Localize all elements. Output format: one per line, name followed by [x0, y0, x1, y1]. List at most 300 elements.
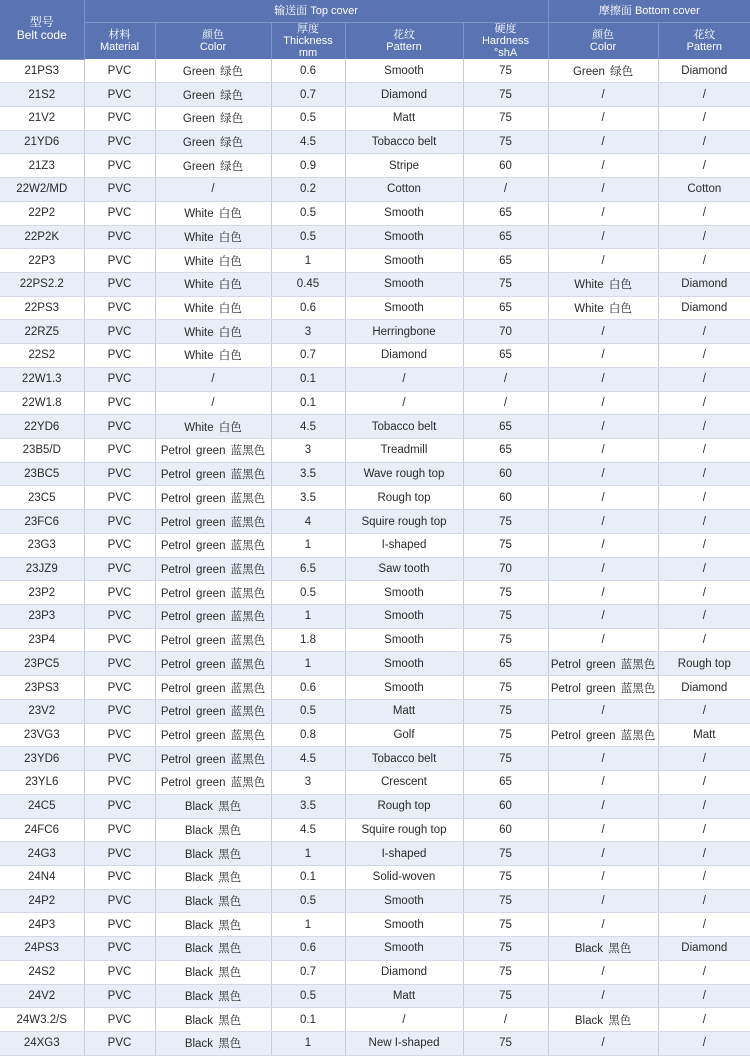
- hardness-cell: 75: [463, 723, 548, 747]
- bottom-pattern-cell: /: [658, 415, 750, 439]
- bottom-color-cell: /: [548, 794, 658, 818]
- belt-code-cell: 22PS2.2: [0, 272, 84, 296]
- color-cell: /: [155, 178, 271, 202]
- table-row: [0, 130, 750, 154]
- bottom-color-cell: /: [548, 154, 658, 178]
- belt-code-cell: 24P3: [0, 913, 84, 937]
- thickness-cell: 0.1: [271, 865, 345, 889]
- thickness-cell: 0.1: [271, 1008, 345, 1032]
- material-cell: PVC: [84, 960, 155, 984]
- belt-code-cell: 23P3: [0, 605, 84, 629]
- belt-code-cell: 22S2: [0, 344, 84, 368]
- thickness-cell: 1.8: [271, 628, 345, 652]
- thickness-cell: 0.1: [271, 367, 345, 391]
- thickness-cell: 4.5: [271, 818, 345, 842]
- bottom-color-cell: /: [548, 201, 658, 225]
- pattern-cell: Matt: [345, 106, 463, 130]
- hardness-cell: 75: [463, 699, 548, 723]
- belt-code-cell: 21YD6: [0, 130, 84, 154]
- thickness-cell: 3.5: [271, 462, 345, 486]
- thickness-cell: 1: [271, 249, 345, 273]
- belt-code-cell: 21V2: [0, 106, 84, 130]
- material-cell: PVC: [84, 391, 155, 415]
- table-row: [0, 771, 750, 795]
- table-row: [0, 723, 750, 747]
- belt-code-cell: 24G3: [0, 842, 84, 866]
- bottom-pattern-cell: /: [658, 486, 750, 510]
- material-cell: PVC: [84, 272, 155, 296]
- pattern-cell: Tobacco belt: [345, 130, 463, 154]
- pattern-cell: Wave rough top: [345, 462, 463, 486]
- bottom-pattern-cell: /: [658, 201, 750, 225]
- hardness-header-cn: 硬度: [494, 23, 517, 35]
- hardness-cell: 75: [463, 842, 548, 866]
- thickness-cell: 1: [271, 605, 345, 629]
- bottom-pattern-cell: /: [658, 533, 750, 557]
- color-cell: Petrol green 蓝黑色: [155, 462, 271, 486]
- color-cell: Petrol green 蓝黑色: [155, 510, 271, 534]
- table-row: [0, 937, 750, 961]
- table-row: [0, 486, 750, 510]
- pattern-cell: Saw tooth: [345, 557, 463, 581]
- pattern-cell: Smooth: [345, 296, 463, 320]
- pattern-cell: Matt: [345, 984, 463, 1008]
- hardness-cell: 60: [463, 486, 548, 510]
- color-cell: White 白色: [155, 415, 271, 439]
- bottom-color-cell: /: [548, 984, 658, 1008]
- bottom-pattern-cell: /: [658, 225, 750, 249]
- bottom-color-cell: /: [548, 367, 658, 391]
- belt-code-cell: 21Z3: [0, 154, 84, 178]
- table-row: [0, 581, 750, 605]
- table-row: [0, 889, 750, 913]
- hardness-cell: 65: [463, 296, 548, 320]
- thickness-cell: 0.7: [271, 83, 345, 107]
- pattern-header: [345, 23, 463, 60]
- bottom-pattern-cell: /: [658, 344, 750, 368]
- table-row: [0, 106, 750, 130]
- bottom-pattern-cell: Matt: [658, 723, 750, 747]
- bottom-pattern-cell: /: [658, 699, 750, 723]
- bottom-pattern-cell: /: [658, 439, 750, 463]
- table-row: [0, 628, 750, 652]
- material-cell: PVC: [84, 605, 155, 629]
- bottom-color-cell: /: [548, 747, 658, 771]
- bottom-pattern-cell: /: [658, 1031, 750, 1055]
- hardness-cell: 60: [463, 818, 548, 842]
- bottom-pattern-cell: /: [658, 391, 750, 415]
- belt-code-header-cn: 型号: [29, 15, 54, 30]
- color-cell: Petrol green 蓝黑色: [155, 676, 271, 700]
- bottom-pattern-cell: Diamond: [658, 59, 750, 83]
- bottom-color-cell: White 白色: [548, 296, 658, 320]
- color-cell: Black 黑色: [155, 889, 271, 913]
- bottom-color-cell: /: [548, 628, 658, 652]
- material-cell: PVC: [84, 154, 155, 178]
- color-cell: Petrol green 蓝黑色: [155, 581, 271, 605]
- bottom-pattern-header: [658, 23, 750, 60]
- hardness-cell: 65: [463, 249, 548, 273]
- bottom-color-cell: Green 绿色: [548, 59, 658, 83]
- material-cell: PVC: [84, 225, 155, 249]
- hardness-cell: 65: [463, 415, 548, 439]
- thickness-cell: 0.9: [271, 154, 345, 178]
- belt-code-cell: 24PS3: [0, 937, 84, 961]
- belt-code-cell: 24S2: [0, 960, 84, 984]
- belt-code-cell: 23V2: [0, 699, 84, 723]
- table-row: [0, 272, 750, 296]
- pattern-cell: Smooth: [345, 225, 463, 249]
- material-cell: PVC: [84, 937, 155, 961]
- hardness-cell: 65: [463, 771, 548, 795]
- belt-code-cell: 22P2K: [0, 225, 84, 249]
- material-cell: PVC: [84, 296, 155, 320]
- bottom-color-cell: /: [548, 842, 658, 866]
- thickness-cell: 3.5: [271, 794, 345, 818]
- belt-code-cell: 23JZ9: [0, 557, 84, 581]
- belt-code-cell: 24V2: [0, 984, 84, 1008]
- table-row: [0, 842, 750, 866]
- bottom-color-cell: /: [548, 771, 658, 795]
- material-cell: PVC: [84, 130, 155, 154]
- material-cell: PVC: [84, 439, 155, 463]
- table-row: [0, 439, 750, 463]
- hardness-cell: 75: [463, 59, 548, 83]
- table-row: [0, 154, 750, 178]
- table-row: [0, 83, 750, 107]
- color-header: [155, 23, 271, 60]
- table-row: [0, 676, 750, 700]
- thickness-header-cn: 厚度: [297, 23, 319, 35]
- bottom-color-cell: /: [548, 533, 658, 557]
- bottom-color-cell: White 白色: [548, 272, 658, 296]
- belt-code-cell: 22RZ5: [0, 320, 84, 344]
- bottom-pattern-cell: /: [658, 747, 750, 771]
- belt-code-header: [0, 0, 84, 59]
- bottom-pattern-cell: /: [658, 794, 750, 818]
- belt-code-cell: 22YD6: [0, 415, 84, 439]
- bottom-color-cell: /: [548, 818, 658, 842]
- material-cell: PVC: [84, 652, 155, 676]
- hardness-cell: 70: [463, 557, 548, 581]
- bottom-color-cell: /: [548, 249, 658, 273]
- bottom-color-cell: Petrol green 蓝黑色: [548, 652, 658, 676]
- bottom-pattern-cell: Diamond: [658, 296, 750, 320]
- bottom-pattern-cell: /: [658, 510, 750, 534]
- belt-code-cell: 23G3: [0, 533, 84, 557]
- material-cell: PVC: [84, 628, 155, 652]
- belt-code-cell: 22PS3: [0, 296, 84, 320]
- material-cell: PVC: [84, 344, 155, 368]
- material-cell: PVC: [84, 367, 155, 391]
- material-cell: PVC: [84, 818, 155, 842]
- hardness-cell: 75: [463, 106, 548, 130]
- bottom-cover-header: 摩擦面 Bottom cover: [548, 0, 750, 23]
- material-cell: PVC: [84, 842, 155, 866]
- belt-code-header-en: Belt code: [16, 28, 67, 43]
- bottom-color-cell: /: [548, 225, 658, 249]
- thickness-cell: 0.5: [271, 699, 345, 723]
- belt-code-cell: 23PS3: [0, 676, 84, 700]
- color-cell: White 白色: [155, 249, 271, 273]
- material-cell: PVC: [84, 533, 155, 557]
- bottom-color-cell: /: [548, 106, 658, 130]
- material-cell: PVC: [84, 59, 155, 83]
- material-header-en: Material: [99, 41, 140, 53]
- material-cell: PVC: [84, 581, 155, 605]
- bottom-color-cell: /: [548, 510, 658, 534]
- thickness-cell: 0.5: [271, 106, 345, 130]
- pattern-cell: Tobacco belt: [345, 415, 463, 439]
- thickness-cell: 0.6: [271, 937, 345, 961]
- color-cell: White 白色: [155, 201, 271, 225]
- bottom-color-cell: /: [548, 581, 658, 605]
- hardness-cell: 60: [463, 462, 548, 486]
- material-cell: PVC: [84, 747, 155, 771]
- hardness-cell: 75: [463, 533, 548, 557]
- bottom-color-cell: /: [548, 415, 658, 439]
- hardness-cell: 65: [463, 439, 548, 463]
- table-row: [0, 1031, 750, 1055]
- table-row: [0, 59, 750, 83]
- material-header-cn: 材料: [108, 29, 131, 41]
- material-cell: PVC: [84, 415, 155, 439]
- thickness-cell: 0.2: [271, 178, 345, 202]
- color-cell: Petrol green 蓝黑色: [155, 557, 271, 581]
- color-cell: Petrol green 蓝黑色: [155, 771, 271, 795]
- thickness-cell: 0.5: [271, 889, 345, 913]
- thickness-cell: 1: [271, 652, 345, 676]
- pattern-cell: Smooth: [345, 889, 463, 913]
- pattern-cell: Cotton: [345, 178, 463, 202]
- color-cell: Petrol green 蓝黑色: [155, 699, 271, 723]
- color-cell: Green 绿色: [155, 130, 271, 154]
- bottom-color-cell: Petrol green 蓝黑色: [548, 676, 658, 700]
- belt-code-cell: 22P2: [0, 201, 84, 225]
- thickness-cell: 6.5: [271, 557, 345, 581]
- pattern-cell: /: [345, 367, 463, 391]
- pattern-cell: /: [345, 1008, 463, 1032]
- color-cell: Black 黑色: [155, 984, 271, 1008]
- pattern-cell: Smooth: [345, 272, 463, 296]
- color-cell: White 白色: [155, 272, 271, 296]
- hardness-cell: /: [463, 367, 548, 391]
- hardness-cell: /: [463, 1008, 548, 1032]
- table-row: [0, 201, 750, 225]
- material-header: [84, 23, 155, 60]
- pattern-cell: Stripe: [345, 154, 463, 178]
- pattern-cell: Smooth: [345, 676, 463, 700]
- thickness-header-unit: mm: [298, 47, 318, 59]
- color-cell: Petrol green 蓝黑色: [155, 486, 271, 510]
- top-cover-header: 输送面 Top cover: [84, 0, 548, 23]
- bottom-color-cell: /: [548, 699, 658, 723]
- pattern-cell: New I-shaped: [345, 1031, 463, 1055]
- table-row: [0, 865, 750, 889]
- color-cell: Black 黑色: [155, 1031, 271, 1055]
- belt-code-cell: 24C5: [0, 794, 84, 818]
- table-row: [0, 533, 750, 557]
- thickness-cell: 0.7: [271, 344, 345, 368]
- hardness-cell: 65: [463, 652, 548, 676]
- material-cell: PVC: [84, 486, 155, 510]
- material-cell: PVC: [84, 1031, 155, 1055]
- material-cell: PVC: [84, 794, 155, 818]
- color-cell: Green 绿色: [155, 106, 271, 130]
- thickness-cell: 1: [271, 842, 345, 866]
- bottom-pattern-cell: /: [658, 984, 750, 1008]
- hardness-cell: 75: [463, 960, 548, 984]
- thickness-header: [271, 23, 345, 60]
- bottom-pattern-cell: /: [658, 367, 750, 391]
- belt-code-cell: 24XG3: [0, 1031, 84, 1055]
- thickness-cell: 0.1: [271, 391, 345, 415]
- hardness-cell: 75: [463, 1031, 548, 1055]
- hardness-cell: /: [463, 178, 548, 202]
- material-cell: PVC: [84, 723, 155, 747]
- thickness-cell: 0.5: [271, 201, 345, 225]
- bottom-color-cell: /: [548, 913, 658, 937]
- bottom-color-cell: /: [548, 557, 658, 581]
- pattern-cell: Treadmill: [345, 439, 463, 463]
- belt-code-cell: 24P2: [0, 889, 84, 913]
- bottom-pattern-cell: /: [658, 581, 750, 605]
- belt-code-cell: 22P3: [0, 249, 84, 273]
- hardness-cell: 75: [463, 272, 548, 296]
- hardness-cell: 75: [463, 628, 548, 652]
- pattern-header-cn: 花纹: [393, 29, 415, 41]
- bottom-color-cell: Black 黑色: [548, 937, 658, 961]
- bottom-pattern-cell: /: [658, 842, 750, 866]
- pattern-cell: /: [345, 391, 463, 415]
- thickness-header-en: Thickness: [283, 35, 333, 47]
- thickness-cell: 0.5: [271, 581, 345, 605]
- thickness-cell: 3: [271, 771, 345, 795]
- bottom-pattern-cell: /: [658, 106, 750, 130]
- belt-code-cell: 23P4: [0, 628, 84, 652]
- color-cell: Black 黑色: [155, 937, 271, 961]
- table-row: [0, 699, 750, 723]
- bottom-color-cell: /: [548, 605, 658, 629]
- hardness-cell: 75: [463, 913, 548, 937]
- color-cell: Black 黑色: [155, 913, 271, 937]
- bottom-color-cell: /: [548, 486, 658, 510]
- bottom-color-cell: /: [548, 1031, 658, 1055]
- thickness-cell: 4.5: [271, 130, 345, 154]
- pattern-cell: Smooth: [345, 652, 463, 676]
- color-cell: Black 黑色: [155, 1008, 271, 1032]
- thickness-cell: 0.6: [271, 59, 345, 83]
- pattern-cell: Smooth: [345, 59, 463, 83]
- hardness-cell: 65: [463, 201, 548, 225]
- pattern-cell: Herringbone: [345, 320, 463, 344]
- material-cell: PVC: [84, 557, 155, 581]
- hardness-cell: 75: [463, 130, 548, 154]
- belt-code-cell: 24N4: [0, 865, 84, 889]
- table-row: [0, 747, 750, 771]
- bottom-pattern-cell: /: [658, 889, 750, 913]
- bottom-pattern-header-en: Pattern: [686, 41, 723, 53]
- pattern-cell: Golf: [345, 723, 463, 747]
- table-row: [0, 225, 750, 249]
- pattern-cell: Diamond: [345, 344, 463, 368]
- bottom-pattern-cell: Rough top: [658, 652, 750, 676]
- belt-code-cell: 24FC6: [0, 818, 84, 842]
- bottom-color-cell: Petrol green 蓝黑色: [548, 723, 658, 747]
- bottom-color-cell: /: [548, 344, 658, 368]
- hardness-cell: 75: [463, 865, 548, 889]
- table-row: [0, 391, 750, 415]
- pattern-cell: Smooth: [345, 249, 463, 273]
- bottom-pattern-cell: Diamond: [658, 937, 750, 961]
- hardness-header-unit: °shA: [493, 47, 518, 59]
- color-cell: White 白色: [155, 320, 271, 344]
- material-cell: PVC: [84, 984, 155, 1008]
- thickness-cell: 4: [271, 510, 345, 534]
- color-cell: Petrol green 蓝黑色: [155, 533, 271, 557]
- thickness-cell: 1: [271, 1031, 345, 1055]
- thickness-cell: 0.5: [271, 225, 345, 249]
- color-cell: Black 黑色: [155, 818, 271, 842]
- table-row: [0, 557, 750, 581]
- thickness-cell: 0.45: [271, 272, 345, 296]
- color-cell: White 白色: [155, 296, 271, 320]
- hardness-cell: 70: [463, 320, 548, 344]
- belt-code-cell: 23YD6: [0, 747, 84, 771]
- hardness-cell: 75: [463, 676, 548, 700]
- table-row: [0, 344, 750, 368]
- material-cell: PVC: [84, 178, 155, 202]
- color-header-cn: 颜色: [202, 29, 224, 41]
- thickness-cell: 0.8: [271, 723, 345, 747]
- bottom-pattern-cell: Diamond: [658, 272, 750, 296]
- hardness-cell: 65: [463, 344, 548, 368]
- bottom-pattern-cell: /: [658, 83, 750, 107]
- bottom-color-cell: /: [548, 178, 658, 202]
- pattern-cell: Diamond: [345, 83, 463, 107]
- bottom-pattern-cell: Diamond: [658, 676, 750, 700]
- table-row: [0, 249, 750, 273]
- bottom-pattern-cell: /: [658, 960, 750, 984]
- thickness-cell: 0.7: [271, 960, 345, 984]
- bottom-color-cell: /: [548, 320, 658, 344]
- bottom-color-cell: /: [548, 889, 658, 913]
- pattern-cell: Rough top: [345, 794, 463, 818]
- material-cell: PVC: [84, 1008, 155, 1032]
- material-cell: PVC: [84, 462, 155, 486]
- table-row: [0, 913, 750, 937]
- color-cell: Green 绿色: [155, 154, 271, 178]
- pattern-cell: Smooth: [345, 628, 463, 652]
- color-header-en: Color: [199, 41, 227, 53]
- color-cell: White 白色: [155, 225, 271, 249]
- bottom-pattern-header-cn: 花纹: [693, 29, 716, 41]
- belt-code-cell: 23PC5: [0, 652, 84, 676]
- bottom-pattern-cell: /: [658, 771, 750, 795]
- color-cell: /: [155, 367, 271, 391]
- table-row: [0, 652, 750, 676]
- material-cell: PVC: [84, 771, 155, 795]
- bottom-color-header: [548, 23, 658, 60]
- bottom-color-cell: /: [548, 391, 658, 415]
- color-cell: White 白色: [155, 344, 271, 368]
- hardness-cell: 75: [463, 984, 548, 1008]
- table-row: [0, 605, 750, 629]
- belt-code-cell: 21S2: [0, 83, 84, 107]
- pattern-cell: Diamond: [345, 960, 463, 984]
- material-cell: PVC: [84, 320, 155, 344]
- color-cell: Petrol green 蓝黑色: [155, 628, 271, 652]
